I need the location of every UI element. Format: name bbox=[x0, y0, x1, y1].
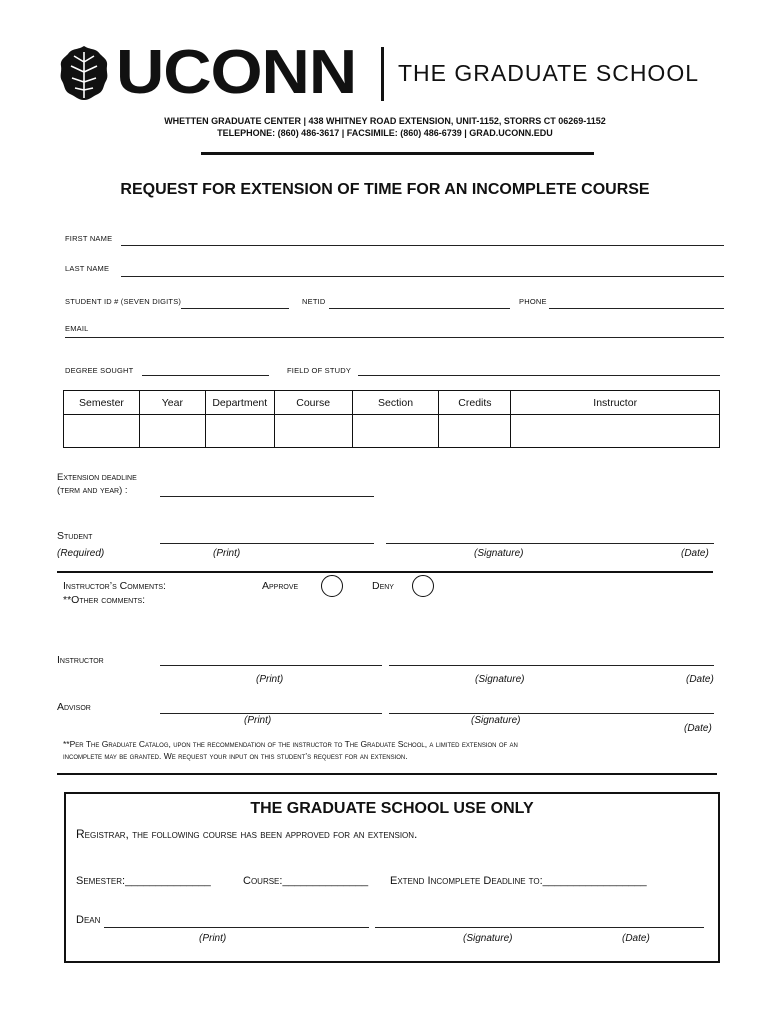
field-of-study-field[interactable] bbox=[358, 375, 720, 376]
first-name-field[interactable] bbox=[121, 245, 724, 246]
col-section: Section bbox=[352, 391, 439, 415]
advisor-date-caption: (Date) bbox=[684, 723, 712, 734]
semester-cell[interactable] bbox=[64, 415, 140, 448]
student-id-field[interactable] bbox=[181, 308, 289, 309]
student-label: Student bbox=[57, 530, 93, 542]
advisor-signature-field[interactable] bbox=[389, 713, 714, 714]
instructor-print-caption: (Print) bbox=[256, 674, 284, 685]
student-id-label: STUDENT ID # (SEVEN DIGITS) bbox=[65, 297, 182, 306]
logo-wordmark: UCONN bbox=[116, 38, 357, 107]
col-year: Year bbox=[139, 391, 205, 415]
other-comments-label: **Other comments: bbox=[63, 594, 146, 606]
dean-signature-field[interactable] bbox=[375, 927, 704, 928]
netid-label: NETID bbox=[302, 297, 326, 306]
student-print-field[interactable] bbox=[160, 543, 374, 544]
year-cell[interactable] bbox=[139, 415, 205, 448]
degree-label: DEGREE SOUGHT bbox=[65, 366, 134, 375]
course-approval-field[interactable]: Course:______________ bbox=[243, 875, 369, 887]
col-instructor: Instructor bbox=[511, 391, 720, 415]
course-table bbox=[63, 390, 720, 448]
phone-field[interactable] bbox=[549, 308, 724, 309]
oak-leaf-icon bbox=[58, 44, 110, 102]
approve-radio[interactable] bbox=[321, 575, 343, 597]
dean-print-caption: (Print) bbox=[199, 933, 227, 944]
header-rule bbox=[201, 152, 594, 155]
degree-field[interactable] bbox=[142, 375, 269, 376]
last-name-field[interactable] bbox=[121, 276, 724, 277]
form-title: REQUEST FOR EXTENSION OF TIME FOR AN INCOMPLETE COURSE bbox=[120, 181, 650, 198]
extension-deadline-field[interactable] bbox=[160, 496, 374, 497]
student-date-caption: (Date) bbox=[681, 548, 709, 559]
contact-line: TELEPHONE: (860) 486-3617 | FACSIMILE: (860) 486-6739 | GRAD.UCONN.EDU bbox=[217, 128, 553, 138]
extension-deadline-label: Extension deadline bbox=[57, 472, 137, 483]
instructor-label: Instructor bbox=[57, 654, 104, 666]
logo-divider bbox=[381, 47, 384, 101]
semester-approval-field[interactable]: Semester:______________ bbox=[76, 875, 211, 887]
catalog-note-line1: **Per The Graduate Catalog, upon the recommendation of the instructor to The Graduate School, a limited extension of an bbox=[63, 739, 518, 749]
instructor-signature-caption: (Signature) bbox=[475, 674, 525, 685]
email-label: EMAIL bbox=[65, 324, 89, 333]
instructor-signature-field[interactable] bbox=[389, 665, 714, 666]
note-divider bbox=[57, 773, 717, 775]
student-signature-caption: (Signature) bbox=[474, 548, 524, 559]
col-semester: Semester bbox=[64, 391, 140, 415]
phone-label: PHONE bbox=[519, 297, 547, 306]
col-course: Course bbox=[274, 391, 352, 415]
table-row bbox=[64, 415, 720, 448]
extend-deadline-field[interactable]: Extend Incomplete Deadline to:_________________ bbox=[390, 875, 647, 887]
col-department: Department bbox=[205, 391, 274, 415]
approve-label: Approve bbox=[262, 580, 299, 592]
department-cell[interactable] bbox=[205, 415, 274, 448]
student-print-caption: (Print) bbox=[213, 548, 241, 559]
dean-date-caption: (Date) bbox=[622, 933, 650, 944]
advisor-print-caption: (Print) bbox=[244, 715, 272, 726]
col-credits: Credits bbox=[439, 391, 511, 415]
dean-print-field[interactable] bbox=[104, 927, 369, 928]
section-cell[interactable] bbox=[352, 415, 439, 448]
last-name-label: LAST NAME bbox=[65, 264, 110, 273]
instructor-print-field[interactable] bbox=[160, 665, 382, 666]
email-field[interactable] bbox=[65, 337, 724, 338]
deny-label: Deny bbox=[372, 580, 394, 592]
course-cell[interactable] bbox=[274, 415, 352, 448]
field-of-study-label: FIELD OF STUDY bbox=[287, 366, 352, 375]
deny-radio[interactable] bbox=[412, 575, 434, 597]
advisor-label: Advisor bbox=[57, 701, 91, 713]
required-note: (Required) bbox=[57, 548, 105, 559]
instructor-comments-label: Instructor’s Comments: bbox=[63, 580, 166, 592]
office-use-title: THE GRADUATE SCHOOL USE ONLY bbox=[250, 800, 534, 817]
term-year-label: (term and year) : bbox=[57, 485, 128, 496]
netid-field[interactable] bbox=[329, 308, 510, 309]
advisor-print-field[interactable] bbox=[160, 713, 382, 714]
school-name: THE GRADUATE SCHOOL bbox=[398, 60, 699, 86]
catalog-note-line2: incomplete may be granted. We request your input on this student’s request for an extension. bbox=[63, 751, 408, 761]
address-line: WHETTEN GRADUATE CENTER | 438 WHITNEY ROAD EXTENSION, UNIT-1152, STORRS CT 06269-1152 bbox=[164, 116, 606, 126]
registrar-text: Registrar, the following course has been approved for an extension. bbox=[76, 827, 418, 841]
dean-signature-caption: (Signature) bbox=[463, 933, 513, 944]
section-divider bbox=[57, 571, 713, 573]
first-name-label: FIRST NAME bbox=[65, 234, 113, 243]
student-signature-field[interactable] bbox=[386, 543, 714, 544]
advisor-signature-caption: (Signature) bbox=[471, 715, 521, 726]
instructor-cell[interactable] bbox=[511, 415, 720, 448]
instructor-date-caption: (Date) bbox=[686, 674, 714, 685]
dean-label: Dean bbox=[76, 914, 101, 926]
table-header-row bbox=[64, 391, 720, 415]
credits-cell[interactable] bbox=[439, 415, 511, 448]
